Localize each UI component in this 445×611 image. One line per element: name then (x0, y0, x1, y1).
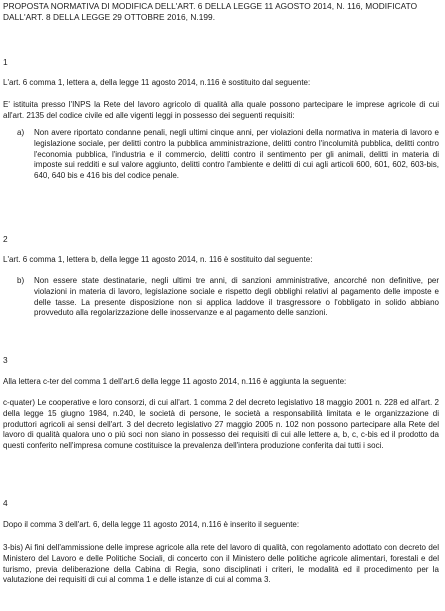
item-letter-b: b) (17, 276, 25, 285)
item-letter-a: a) (17, 128, 25, 137)
item-text-a: Non avere riportato condanne penali, negli ultimi cinque anni, per violazioni della normativa in materia di lavoro e legislazione sociale, per delitti contro la pubblica amministrazione, delitti contro l'incolumità pubblica, delitti contro l'economia pubblica, l'industria e il commercio, delitti contro il sentimento per gli animali, delitti in materia di imposte sui redditi e sul valore aggiunto, delitti contro l'ambiente e delitti di cui agli articoli 600, 601, 602, 603-bis, 640, 640 bis e 416 bis del codice penale. (34, 128, 439, 181)
section-number-1: 1 (3, 57, 8, 67)
section-4-body: 3-bis) Ai fini dell'ammissione delle imprese agricole alla rete del lavoro di qualità, con regolamento adottato con decreto del Ministero del Lavoro e delle Politiche Sociali, di concerto con il Ministero delle politiche agricole alimentari, forestali e del turismo, previa deliberazione della Cabina di Regia, sono disciplinati i criteri, le modalità ed il procedimento per la valutazione dei requisiti di cui al comma 1 e delle istanze di cui al comma 3. (3, 543, 439, 585)
section-4-intro: Dopo il comma 3 dell'art. 6, della legge 11 agosto 2014, n.116 è inserito il seguente: (3, 520, 300, 529)
section-3-body: c-quater) Le cooperative e loro consorzi, di cui all'art. 1 comma 2 del decreto legislativo 18 maggio 2001 n. 228 ed all'art. 2 della legge 15 giugno 1984, n.240, le società di persone, le società a responsabilità limitata e le organizzazione di produttori agricoli ai sensi dell'art. 3 del decreto legislativo 27 maggio 2005 n. 102 non possono partecipare alla Rete del lavoro di qualità qualora uno o più soci non siano in possesso dei requisiti di cui alle lettere a, b, c, c-bis ed il prodotto da questi conferito nell'impresa comune costituisce la prevalenza dell'intera produzione conferita dai tutti i soci. (3, 398, 439, 451)
document-title: PROPOSTA NORMATIVA DI MODIFICA DELL'ART. 6 DELLA LEGGE 11 AGOSTO 2014, N. 116, MODIFICATO DALL'ART. 8 DELLA LEGGE 29 OTTOBRE 2016, N.199. (3, 1, 418, 22)
section-2-intro: L'art. 6 comma 1, lettera b, della legge 11 agosto 2014, n. 116 è sostituito dal seguente: (3, 255, 313, 264)
item-text-b: Non essere state destinatarie, negli ultimi tre anni, di sanzioni amministrative, ancorché non definitive, per violazioni in materia di lavoro, legislazione sociale e rispetto degli obblighi relativi al pagamento delle imposte e delle tasse. La presente disposizione non si applica laddove il trasgressore o l'obbligato in solido abbiano provveduto alla regolarizzazione delle inosservanze e al pagamento delle sanzioni. (34, 276, 439, 318)
section-number-3: 3 (3, 355, 8, 365)
section-1-intro: L'art. 6 comma 1, lettera a, della legge 11 agosto 2014, n.116 è sostituito dal seguente: (3, 78, 311, 87)
section-3-intro: Alla lettera c-ter del comma 1 dell'art.6 della legge 11 agosto 2014, n.116 è aggiunta la seguente: (3, 377, 347, 386)
section-number-4: 4 (3, 498, 8, 508)
section-number-2: 2 (3, 234, 8, 244)
section-1-body: E' istituita presso l'INPS la Rete del lavoro agricolo di qualità alla quale possono partecipare le imprese agricole di cui all'art. 2135 del codice civile ed alle vigenti leggi in possesso dei seguenti requisiti: (3, 100, 439, 120)
